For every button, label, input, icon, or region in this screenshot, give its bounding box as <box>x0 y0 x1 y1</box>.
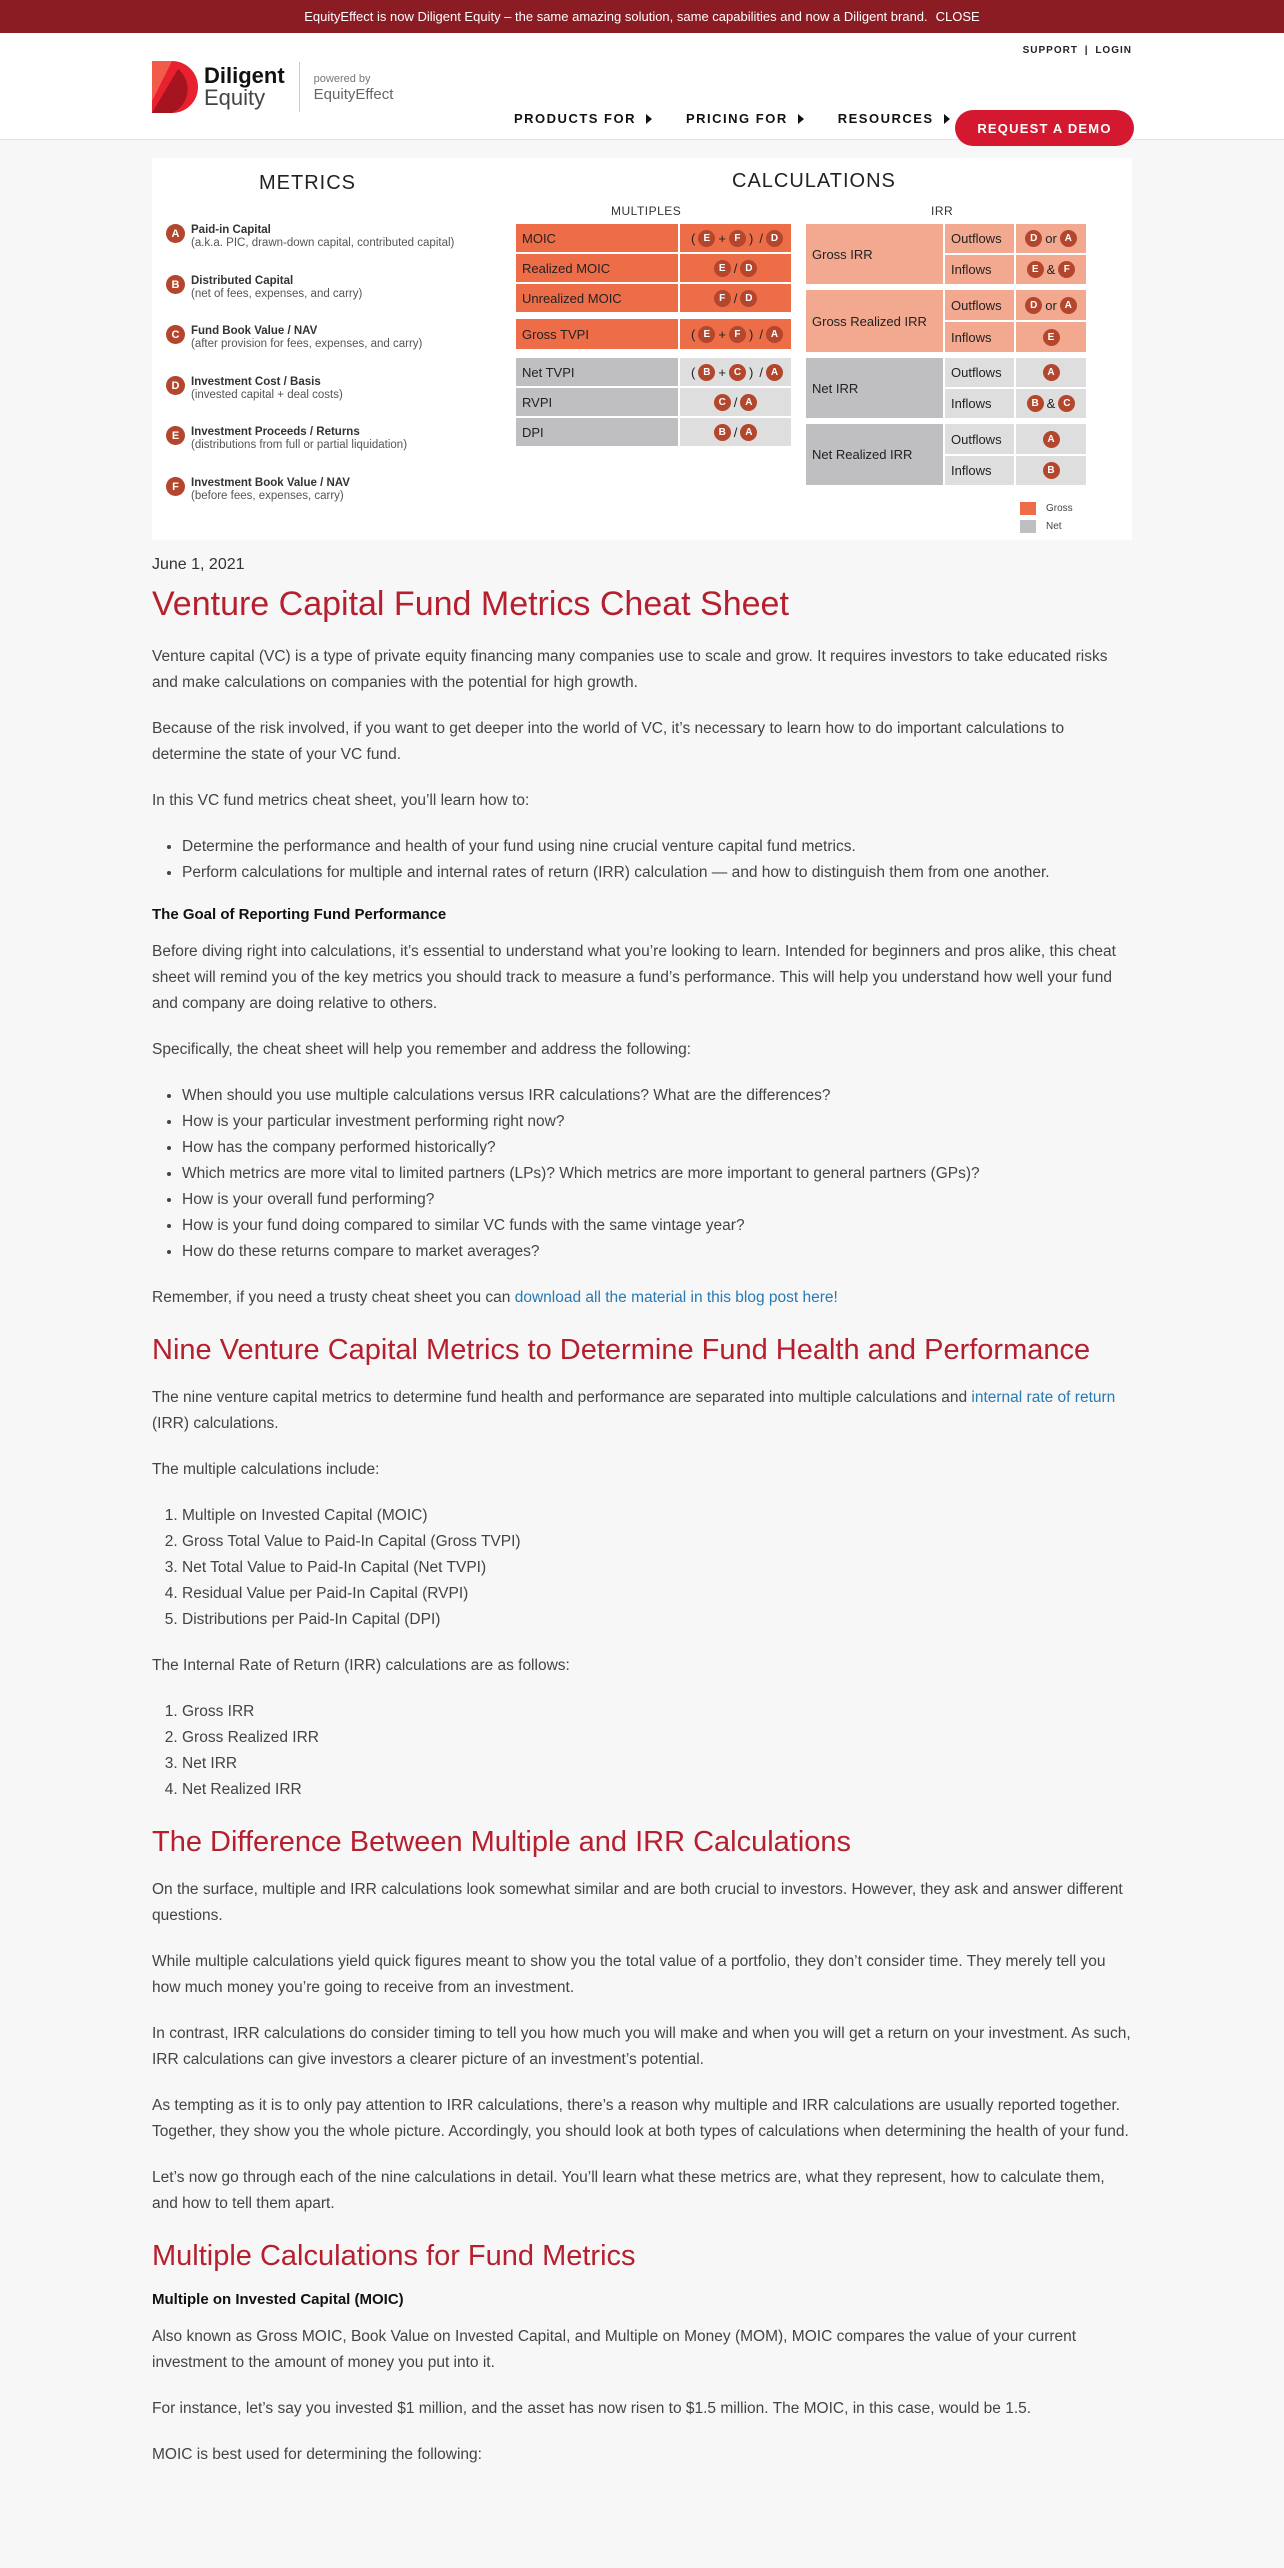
announcement-banner <box>0 0 1284 33</box>
irr-label: Net Realized IRR <box>806 424 943 485</box>
logo-line1: Diligent <box>204 63 285 88</box>
caret-right-icon <box>798 114 804 124</box>
metric-item <box>166 224 454 250</box>
irr-flow-label: Outflows <box>945 358 1014 387</box>
paragraph: Before diving right into calculations, it’s essential to understand what you’re looking to learn. Intended for beginners and pros alike, this cheat sheet will remind you of the key metrics you should track to measure a fund’s performance. This will help you understand how well your fund and company are doing relative to others. <box>152 943 1116 1012</box>
article <box>152 556 1132 2488</box>
nav-label: PRODUCTS FOR <box>514 111 636 126</box>
site-logo[interactable] <box>152 61 393 113</box>
multiple-label: MOIC <box>516 224 678 252</box>
nav-pricing-for[interactable] <box>686 111 804 126</box>
irr-formula: A <box>1016 358 1086 387</box>
nav-label: PRICING FOR <box>686 111 788 126</box>
list-item: • How is your overall fund performing? <box>182 1187 1132 1213</box>
metric-title: Investment Proceeds / Returns <box>191 426 360 438</box>
metric-desc: (net of fees, expenses, and carry) <box>191 288 363 300</box>
metric-title: Investment Book Value / NAV <box>191 477 350 489</box>
metric-desc: (invested capital + deal costs) <box>191 389 343 401</box>
multiple-label: Net TVPI <box>516 358 678 386</box>
banner-text: EquityEffect is now Diligent Equity – the same amazing solution, same capabilities and now a Diligent brand. <box>304 9 928 24</box>
nav-label: RESOURCES <box>837 111 934 126</box>
metric-title: Paid-in Capital <box>191 224 271 236</box>
paragraph: The Internal Rate of Return (IRR) calculations are as follows: <box>152 1657 570 1674</box>
paragraph: Because of the risk involved, if you want to get deeper into the world of VC, it’s necessary to learn how to do important calculations to determine the state of your VC fund. <box>152 720 1065 763</box>
metric-desc: (a.k.a. PIC, drawn-down capital, contributed capital) <box>191 237 455 249</box>
list-item: 5. Distributions per Paid-In Capital (DPI) <box>182 1607 1132 1633</box>
utility-separator: | <box>1084 45 1089 56</box>
list-item: 2. Gross Realized IRR <box>182 1725 1132 1751</box>
irr-flow-label: Inflows <box>945 322 1014 352</box>
download-link[interactable]: download all the material in this blog post here! <box>514 1289 838 1306</box>
metric-desc: (before fees, expenses, carry) <box>191 490 344 502</box>
multiple-label: Realized MOIC <box>516 254 678 282</box>
letter-badge: E <box>166 426 185 445</box>
powered-by-brand: EquityEffect <box>313 86 394 103</box>
irr-flow-label: Inflows <box>945 456 1014 485</box>
metric-item <box>166 275 362 301</box>
section-heading: The Difference Between Multiple and IRR Calculations <box>152 1826 852 1858</box>
letter-badge: D <box>166 376 185 395</box>
paragraph: For instance, let’s say you invested $1 million, and the asset has now risen to $1.5 million. The MOIC, in this case, would be 1.5. <box>152 2400 1032 2417</box>
logo-divider <box>299 62 300 112</box>
text: The nine venture capital metrics to determine fund health and performance are separated into multiple calculations and <box>152 1389 972 1406</box>
paragraph: In this VC fund metrics cheat sheet, you’ll learn how to: <box>152 792 530 809</box>
irr-formula: E <box>1016 322 1086 352</box>
list-item: 4. Residual Value per Paid-In Capital (RVPI) <box>182 1581 1132 1607</box>
irr-list <box>182 1699 1132 1803</box>
multiple-list <box>182 1503 1132 1633</box>
multiples-heading: MULTIPLES <box>611 204 682 218</box>
paragraph: Let’s now go through each of the nine calculations in detail. You’ll learn what these metrics are, what they represent, how to calculate them, and how to tell them apart. <box>152 2169 1105 2212</box>
post-date: June 1, 2021 <box>152 556 245 573</box>
list-item: 1. Multiple on Invested Capital (MOIC) <box>182 1503 1132 1529</box>
list-item: • How is your particular investment performing right now? <box>182 1109 1132 1135</box>
questions-list <box>182 1083 1132 1265</box>
irr-formula: A <box>1016 424 1086 454</box>
multiple-label: Unrealized MOIC <box>516 284 678 312</box>
support-link[interactable]: SUPPORT <box>1022 45 1078 56</box>
list-item: 3. Net IRR <box>182 1751 1132 1777</box>
irr-label: Net IRR <box>806 358 943 418</box>
paragraph <box>152 1385 1132 1437</box>
metric-title: Fund Book Value / NAV <box>191 325 318 337</box>
section-heading: Nine Venture Capital Metrics to Determine Fund Health and Performance <box>152 1334 1091 1366</box>
metrics-heading: METRICS <box>259 172 356 194</box>
irr-flow-label: Outflows <box>945 224 1014 253</box>
irr-flow-label: Inflows <box>945 389 1014 418</box>
irr-label: Gross IRR <box>806 224 943 284</box>
subsection-heading: Multiple on Invested Capital (MOIC) <box>152 2291 404 2308</box>
caret-right-icon <box>646 114 652 124</box>
list-item: 1. Gross IRR <box>182 1699 1132 1725</box>
irr-formula: B <box>1016 456 1086 485</box>
text: (IRR) calculations. <box>152 1415 279 1432</box>
paragraph: Specifically, the cheat sheet will help you remember and address the following: <box>152 1041 692 1058</box>
list-item: • How has the company performed historically? <box>182 1135 1132 1161</box>
irr-formula: E & F <box>1016 255 1086 284</box>
list-item: 4. Net Realized IRR <box>182 1777 1132 1803</box>
irr-link[interactable]: internal rate of return <box>971 1389 1116 1406</box>
list-item: • When should you use multiple calculations versus IRR calculations? What are the differences? <box>182 1083 1132 1109</box>
multiple-formula: E / D <box>680 254 791 282</box>
paragraph: While multiple calculations yield quick figures meant to show you the total value of a portfolio, they don’t consider time. They merely tell you how much money you’re going to receive from an investment. <box>152 1953 1106 1996</box>
irr-formula: D or A <box>1016 224 1086 253</box>
site-header <box>0 33 1284 140</box>
multiple-formula: B / A <box>680 418 791 446</box>
list-item: • Perform calculations for multiple and internal rates of return (IRR) calculation — and how to distinguish them from one another. <box>182 860 1132 886</box>
powered-by-label: powered by <box>313 73 371 85</box>
irr-label: Gross Realized IRR <box>806 290 943 352</box>
legend-label: Gross <box>1046 503 1073 514</box>
logo-line2: Equity <box>204 85 266 110</box>
legend-label: Net <box>1046 521 1062 532</box>
section-heading: Multiple Calculations for Fund Metrics <box>152 2240 636 2272</box>
paragraph: Also known as Gross MOIC, Book Value on Invested Capital, and Multiple on Money (MOM), MOIC compares the value of your current investment to the amount of money you put into it. <box>152 2328 1077 2371</box>
list-item: 2. Gross Total Value to Paid-In Capital (Gross TVPI) <box>182 1529 1132 1555</box>
metric-item <box>166 477 350 503</box>
multiple-formula: F / D <box>680 284 791 312</box>
nav-products-for[interactable] <box>514 111 652 126</box>
irr-formula: D or A <box>1016 290 1086 320</box>
multiple-formula: C / A <box>680 388 791 416</box>
caret-right-icon <box>944 114 950 124</box>
login-link[interactable]: LOGIN <box>1095 45 1132 56</box>
paragraph: On the surface, multiple and IRR calculations look somewhat similar and are both crucial to investors. However, they ask and answer different questions. <box>152 1881 1123 1924</box>
powered-by <box>314 71 394 103</box>
paragraph <box>152 1285 1132 1311</box>
text: Remember, if you need a trusty cheat sheet you can <box>152 1289 515 1306</box>
banner-close-button[interactable]: CLOSE <box>935 9 980 24</box>
letter-badge: A <box>166 224 185 243</box>
metrics-infographic <box>152 158 1132 540</box>
multiple-label: DPI <box>516 418 678 446</box>
paragraph: MOIC is best used for determining the following: <box>152 2446 482 2463</box>
irr-flow-label: Outflows <box>945 290 1014 320</box>
metric-item <box>166 325 422 351</box>
logo-wordmark <box>204 65 285 109</box>
irr-heading: IRR <box>931 204 954 218</box>
letter-badge: C <box>166 325 185 344</box>
metric-title: Distributed Capital <box>191 275 294 287</box>
request-demo-button[interactable]: REQUEST A DEMO <box>955 110 1134 146</box>
list-item: • How is your fund doing compared to similar VC funds with the same vintage year? <box>182 1213 1132 1239</box>
main-nav <box>514 111 984 126</box>
calculations-heading: CALCULATIONS <box>732 170 896 192</box>
section-heading: The Goal of Reporting Fund Performance <box>152 906 447 923</box>
paragraph: Venture capital (VC) is a type of private equity financing many companies use to scale and grow. It requires investors to take educated risks and make calculations on companies with the potential for high growth. <box>152 648 1108 691</box>
list-item: 3. Net Total Value to Paid-In Capital (Net TVPI) <box>182 1555 1132 1581</box>
paragraph: The multiple calculations include: <box>152 1461 380 1478</box>
legend-gross <box>1020 502 1073 515</box>
list-item: • How do these returns compare to market averages? <box>182 1239 1132 1265</box>
nav-resources[interactable] <box>838 111 950 126</box>
irr-flow-label: Inflows <box>945 255 1014 284</box>
irr-flow-label: Outflows <box>945 424 1014 454</box>
letter-badge: B <box>166 275 185 294</box>
paragraph: In contrast, IRR calculations do consider timing to tell you how much you will make and when you will get a return on your investment. As such, IRR calculations can give investors a clearer picture of an investment’s potential. <box>152 2025 1131 2068</box>
metric-item <box>166 426 407 452</box>
metric-desc: (after provision for fees, expenses, and carry) <box>191 338 423 350</box>
utility-links <box>1023 45 1132 56</box>
metric-title: Investment Cost / Basis <box>191 376 321 388</box>
letter-badge: F <box>166 477 185 496</box>
paragraph: As tempting as it is to only pay attention to IRR calculations, there’s a reason why multiple and IRR calculations are usually reported together. Together, they show you the whole picture. Accordingly, you should look at both types of calculations when determining the health of your fund. <box>152 2097 1129 2140</box>
metric-desc: (distributions from full or partial liquidation) <box>191 439 408 451</box>
multiple-label: RVPI <box>516 388 678 416</box>
multiple-formula: ( E + F ) / D <box>680 224 791 252</box>
list-item: • Which metrics are more vital to limited partners (LPs)? Which metrics are more important to general partners (GPs)? <box>182 1161 1132 1187</box>
page-title: Venture Capital Fund Metrics Cheat Sheet <box>152 585 789 623</box>
list-item: • Determine the performance and health of your fund using nine crucial venture capital fund metrics. <box>182 834 1132 860</box>
multiple-formula: ( E + F ) / A <box>680 319 791 349</box>
multiple-formula: ( B + C ) / A <box>680 358 791 386</box>
diligent-logo-icon <box>152 61 198 113</box>
learn-list <box>182 834 1132 886</box>
metric-item <box>166 376 343 402</box>
legend-net <box>1020 520 1062 533</box>
irr-formula: B & C <box>1016 389 1086 418</box>
multiple-label: Gross TVPI <box>516 319 678 349</box>
